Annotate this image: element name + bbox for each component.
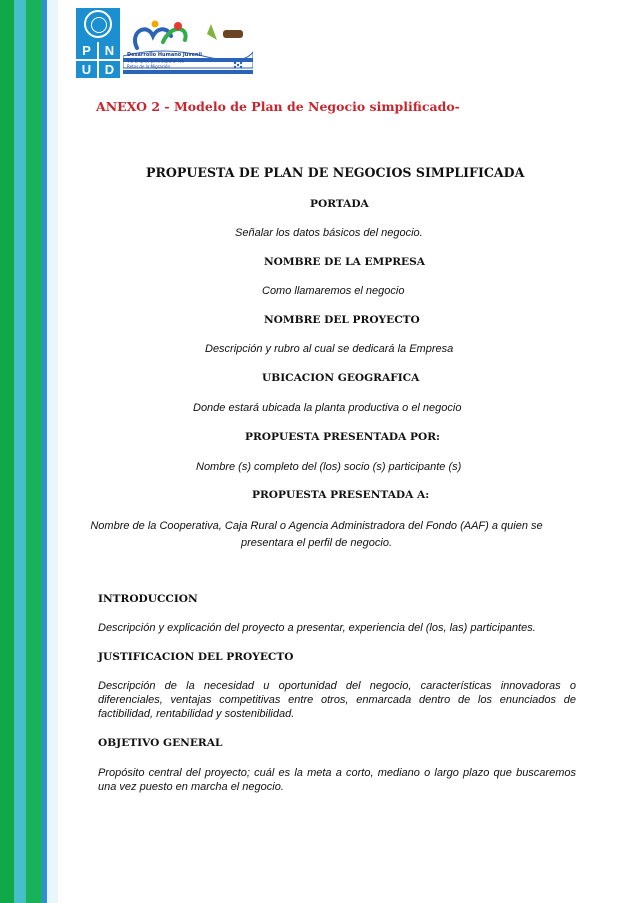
desc-presentada-a: Nombre de la Cooperativa, Caja Rural o Agencia Administradora del Fondo (AAF) a quien se presentara el perfil de negocio. <box>90 520 543 549</box>
heading-introduccion: INTRODUCCION <box>98 593 198 605</box>
heading-objetivo-general: OBJETIVO GENERAL <box>98 737 223 749</box>
desc-introduccion: Descripción y explicación del proyecto a presentar, experiencia del (los, las) participantes. <box>98 622 536 634</box>
decorative-side-stripes <box>0 0 58 903</box>
heading-nombre-proyecto: NOMBRE DEL PROYECTO <box>264 314 420 326</box>
desc-justificacion: Descripción de la necesidad u oportunidad del negocio, características innovadoras o diferenciales, ventajas competitivas entre otros, enmarcada dentro de los enunciados de factibilidad, rentabilidad y sostenibilidad. <box>98 680 576 720</box>
svg-text:Desarrollo Humano Juvenil: Desarrollo Humano Juvenil <box>127 52 202 58</box>
desc-nombre-proyecto: Descripción y rubro al cual se dedicará la Empresa <box>205 343 454 355</box>
stripe-light <box>47 0 58 903</box>
stripe-teal <box>14 0 26 903</box>
pnud-letter: N <box>99 42 120 59</box>
heading-presentada-por: PROPUESTA PRESENTADA POR: <box>245 431 440 443</box>
head-red-icon <box>174 22 182 30</box>
leaf-icon <box>207 24 217 40</box>
desc-portada: Señalar los datos básicos del negocio. <box>235 227 423 239</box>
heading-justificacion: JUSTIFICACION DEL PROYECTO <box>98 651 294 663</box>
heading-nombre-empresa: NOMBRE DE LA EMPRESA <box>264 256 425 268</box>
heading-presentada-a: PROPUESTA PRESENTADA A: <box>252 489 430 501</box>
stripe-green <box>0 0 14 903</box>
pnud-letter: P <box>76 42 97 59</box>
desc-ubicacion: Donde estará ubicada la planta productiva o el negocio <box>193 402 462 414</box>
head-yellow-icon <box>152 21 159 28</box>
pnud-letter: D <box>99 61 120 78</box>
desc-nombre-empresa: Como llamaremos el negocio <box>262 285 405 297</box>
annex-title: ANEXO 2 - Modelo de Plan de Negocio simplificado- <box>96 99 460 114</box>
stripe-green-2 <box>26 0 42 903</box>
partner-program-logo <box>123 18 253 82</box>
un-globe-icon <box>84 10 112 38</box>
pnud-letter: U <box>76 61 97 78</box>
svg-text:Retos de la Migración: Retos de la Migración <box>127 64 171 69</box>
coffee-icon <box>223 30 243 38</box>
desc-presentada-por: Nombre (s) completo del (los) socio (s) participante (s) <box>196 461 462 473</box>
heading-portada: PORTADA <box>310 198 369 210</box>
desc-objetivo-general: Propósito central del proyecto; cuál es la meta a corto, mediano o largo plazo que buscaremos una vez puesto en marcha el negocio. <box>98 767 576 793</box>
svg-text:Vía Empleo para Superar los: Vía Empleo para Superar los <box>127 58 184 64</box>
heading-ubicacion: UBICACION GEOGRAFICA <box>262 372 420 384</box>
pnud-logo <box>76 8 120 78</box>
document-title: PROPUESTA DE PLAN DE NEGOCIOS SIMPLIFICADA <box>146 165 525 180</box>
